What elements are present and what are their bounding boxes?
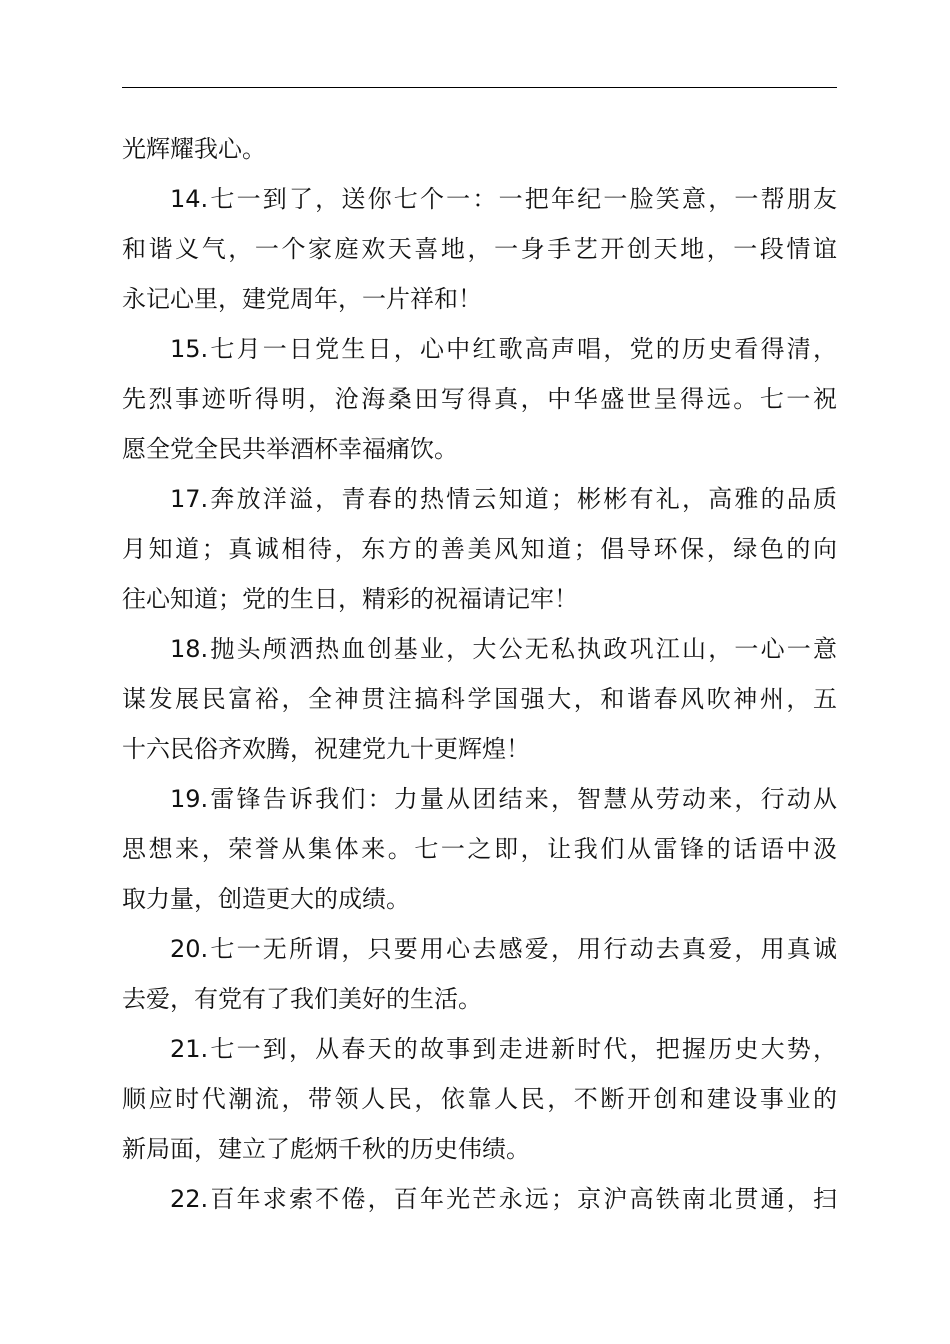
paragraph-line: 20.七一无所谓，只要用心去感爱，用行动去真爱，用真诚: [170, 935, 837, 963]
document-body: [122, 124, 837, 1224]
paragraph-line: 光辉耀我心。: [122, 135, 266, 163]
paragraph-line: 取力量，创造更大的成绩。: [122, 885, 410, 913]
paragraph-line: 谋发展民富裕，全神贯注搞科学国强大，和谐春风吹神州，五: [122, 685, 837, 713]
paragraph-line: 十六民俗齐欢腾，祝建党九十更辉煌！: [122, 735, 530, 763]
paragraph-line: 先烈事迹听得明，沧海桑田写得真，中华盛世呈得远。七一祝: [122, 385, 837, 413]
paragraph-line: 去爱，有党有了我们美好的生活。: [122, 985, 482, 1013]
paragraph-line: 14.七一到了，送你七个一：一把年纪一脸笑意，一帮朋友: [170, 185, 837, 213]
paragraph-line: 月知道；真诚相待，东方的善美风知道；倡导环保，绿色的向: [122, 535, 837, 563]
paragraph-line: 和谐义气，一个家庭欢天喜地，一身手艺开创天地，一段情谊: [122, 235, 837, 263]
paragraph-line: 15.七月一日党生日，心中红歌高声唱，党的历史看得清，: [170, 335, 837, 363]
paragraph-line: 22.百年求索不倦，百年光芒永远；京沪高铁南北贯通，扫: [170, 1185, 837, 1213]
paragraph-line: 21.七一到，从春天的故事到走进新时代，把握历史大势，: [170, 1035, 837, 1063]
header-rule: [122, 87, 837, 88]
paragraph-line: 18.抛头颅洒热血创基业，大公无私执政巩江山，一心一意: [170, 635, 837, 663]
paragraph-line: 新局面，建立了彪炳千秋的历史伟绩。: [122, 1135, 530, 1163]
paragraph-line: 19.雷锋告诉我们：力量从团结来，智慧从劳动来，行动从: [170, 785, 837, 813]
paragraph-line: 永记心里，建党周年，一片祥和！: [122, 285, 482, 313]
paragraph-line: 思想来，荣誉从集体来。七一之即，让我们从雷锋的话语中汲: [122, 835, 837, 863]
paragraph-line: 愿全党全民共举酒杯幸福痛饮。: [122, 435, 458, 463]
paragraph-line: 往心知道；党的生日，精彩的祝福请记牢！: [122, 585, 578, 613]
paragraph-line: 顺应时代潮流，带领人民，依靠人民，不断开创和建设事业的: [122, 1085, 837, 1113]
paragraph-line: 17.奔放洋溢，青春的热情云知道；彬彬有礼，高雅的品质: [170, 485, 837, 513]
